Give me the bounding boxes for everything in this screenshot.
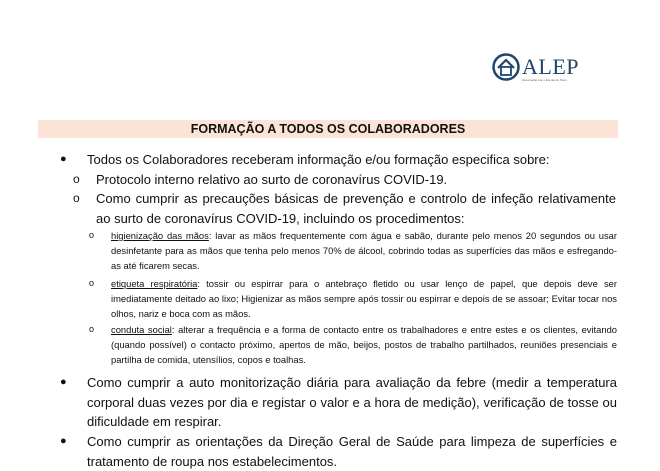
circle-bullet-icon: o bbox=[89, 230, 95, 240]
bullet-icon: ● bbox=[60, 153, 67, 165]
list-item bbox=[111, 228, 617, 273]
list-item bbox=[111, 276, 617, 321]
logo-tagline: Associação Lar e Escola de Paço bbox=[522, 78, 567, 82]
list-item: Como cumprir as orientações da Direção Geral de Saúde para limpeza de superfícies e tratamento de roupa nos estabelecimentos. bbox=[87, 434, 617, 469]
alep-logo bbox=[492, 50, 592, 86]
bullet-icon: ● bbox=[60, 376, 67, 388]
procedure-text: : tossir ou espirrar para o antebraço fletido ou usar lenço de papel, que depois deve ser imediatamente deitado ao lixo; Higienizar as mãos sempre após tossir ou espirrar e depois de se assoar; Evitar tocar nos olhos, nariz e boca com as mãos. bbox=[111, 278, 617, 319]
circle-bullet-icon: o bbox=[73, 191, 80, 205]
section-title: FORMAÇÃO A TODOS OS COLABORADORES bbox=[38, 120, 618, 138]
procedure-term: higienização das mãos bbox=[111, 230, 209, 241]
circle-bullet-icon: o bbox=[89, 278, 95, 288]
list-item: Como cumprir a auto monitorização diária para avaliação da febre (medir a temperatura corporal duas vezes por dia e registar o valor e a hora de medição), verificação de tosse ou dificuldade em respirar. bbox=[87, 375, 617, 429]
logo-text: ALEP bbox=[522, 54, 579, 79]
circle-bullet-icon: o bbox=[89, 324, 95, 334]
procedure-text: : lavar as mãos frequentemente com água e sabão, durante pelo menos 20 segundos ou usar desinfetante para as mãos que tenha pelo menos 70% de álcool, cobrindo todas as superfícies das mãos e esfregando-as até ficarem secas. bbox=[111, 230, 617, 271]
procedure-term: conduta social bbox=[111, 324, 172, 335]
bullet-icon: ● bbox=[60, 435, 67, 447]
list-item: Protocolo interno relativo ao surto de coronavírus COVID-19. bbox=[96, 172, 448, 187]
list-item: Como cumprir as precauções básicas de prevenção e controlo de infeção relativamente ao surto de coronavírus COVID-19, incluindo os procedimentos: bbox=[96, 191, 616, 226]
procedure-term: etiqueta respiratória bbox=[111, 278, 198, 289]
list-item: Todos os Colaboradores receberam informação e/ou formação especifica sobre: bbox=[87, 152, 550, 167]
house-logo-icon bbox=[492, 52, 520, 82]
circle-bullet-icon: o bbox=[73, 172, 80, 186]
procedure-text: : alterar a frequência e a forma de contacto entre os trabalhadores e entre estes e os clientes, evitando (quando possível) o contacto próximo, apertos de mão, beijos, postos de trabalho partilhados, reuniões presenciais e partilha de comida, utensílios, copos e toalhas. bbox=[111, 324, 618, 365]
list-item bbox=[111, 322, 617, 367]
